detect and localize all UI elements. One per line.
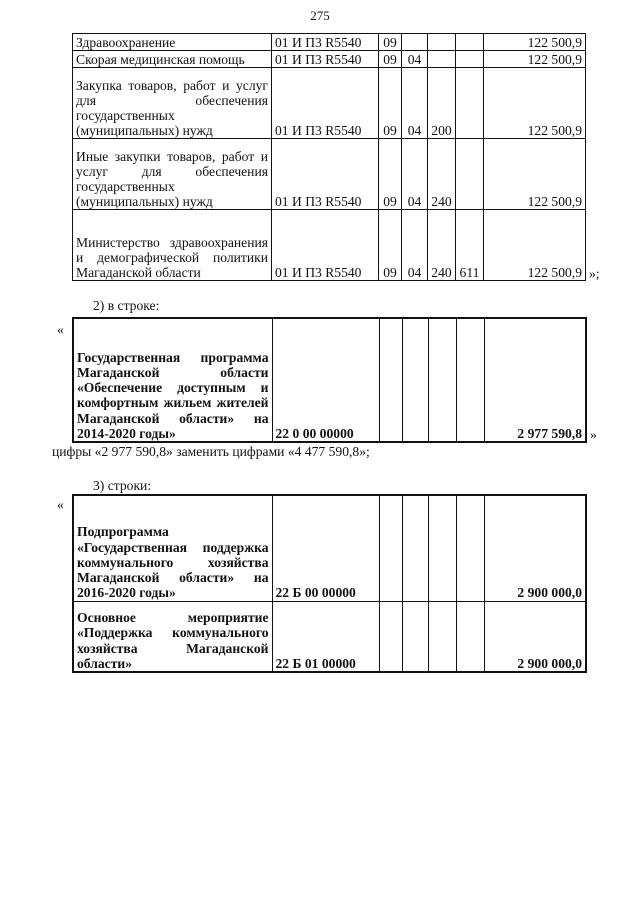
table-row xyxy=(73,139,586,210)
table-row xyxy=(73,68,586,139)
budget-table-3 xyxy=(72,494,587,673)
row-pr: 04 xyxy=(402,139,428,210)
row-rz: 09 xyxy=(379,210,402,281)
open-quote-3: « xyxy=(57,497,64,512)
row-extra xyxy=(456,34,484,51)
row-name: Здравоохранение xyxy=(73,34,272,51)
row-vr xyxy=(428,34,456,51)
row-pr: 04 xyxy=(402,68,428,139)
row-code: 01 И П3 R5540 xyxy=(272,210,379,281)
row-sum: 122 500,9 xyxy=(484,139,586,210)
closing-quote-1: »; xyxy=(589,266,600,281)
row-extra xyxy=(456,139,484,210)
table-row xyxy=(73,601,586,672)
row-name: Закупка товаров, работ и услуг для обеспечения государственных (муниципальных) нужд xyxy=(73,68,272,139)
row-vr: 200 xyxy=(428,68,456,139)
row-name: Основное мероприятие «Поддержка коммунального хозяйства Магаданской области» xyxy=(73,601,272,672)
row-rz: 09 xyxy=(379,34,402,51)
row-name: Государственная программа Магаданской области «Обеспечение доступным и комфортным жильем жителей Магаданской области» на 2014-2020 годы» xyxy=(73,318,272,442)
row-code: 01 И П3 R5540 xyxy=(272,68,379,139)
row-sum: 122 500,9 xyxy=(484,68,586,139)
row-sum: 122 500,9 xyxy=(484,210,586,281)
row-rz: 09 xyxy=(379,68,402,139)
row-sum: 2 900 000,0 xyxy=(484,495,586,601)
row-pr: 04 xyxy=(402,51,428,68)
row-code: 22 0 00 00000 xyxy=(272,318,379,442)
table-row xyxy=(73,318,586,442)
section-2-heading: 2) в строке: xyxy=(93,298,160,313)
table-row xyxy=(73,34,586,51)
row-sum: 2 977 590,8 xyxy=(484,318,586,442)
row-sum: 122 500,9 xyxy=(484,51,586,68)
row-vr: 240 xyxy=(428,210,456,281)
row-extra xyxy=(456,51,484,68)
page-number: 275 xyxy=(310,8,330,23)
row-sum: 2 900 000,0 xyxy=(484,601,586,672)
row-name: Подпрограмма «Государственная поддержка коммунального хозяйства Магаданской области» на 2016-2020 годы» xyxy=(73,495,272,601)
table-row xyxy=(73,210,586,281)
open-quote-2: « xyxy=(57,322,64,337)
replace-instruction: цифры «2 977 590,8» заменить цифрами «4 477 590,8»; xyxy=(52,444,370,459)
row-pr xyxy=(402,34,428,51)
row-code: 01 И П3 R5540 xyxy=(272,34,379,51)
row-rz: 09 xyxy=(379,51,402,68)
row-code: 01 И П3 R5540 xyxy=(272,139,379,210)
row-name: Министерство здравоохранения и демографической политики Магаданской области xyxy=(73,210,272,281)
table-row xyxy=(73,51,586,68)
section-3-heading: 3) строки: xyxy=(93,478,152,493)
row-extra xyxy=(456,68,484,139)
budget-table-1 xyxy=(72,33,586,281)
row-code: 01 И П3 R5540 xyxy=(272,51,379,68)
row-name: Иные закупки товаров, работ и услуг для обеспечения государственных (муниципальных) нужд xyxy=(73,139,272,210)
row-sum: 122 500,9 xyxy=(484,34,586,51)
row-vr xyxy=(428,51,456,68)
row-vr: 240 xyxy=(428,139,456,210)
row-name: Скорая медицинская помощь xyxy=(73,51,272,68)
row-code: 22 Б 00 00000 xyxy=(272,495,379,601)
table-row xyxy=(73,495,586,601)
row-pr: 04 xyxy=(402,210,428,281)
budget-table-2 xyxy=(72,317,587,443)
closing-quote-2: » xyxy=(590,427,597,442)
row-rz: 09 xyxy=(379,139,402,210)
row-code: 22 Б 01 00000 xyxy=(272,601,379,672)
row-extra: 611 xyxy=(456,210,484,281)
